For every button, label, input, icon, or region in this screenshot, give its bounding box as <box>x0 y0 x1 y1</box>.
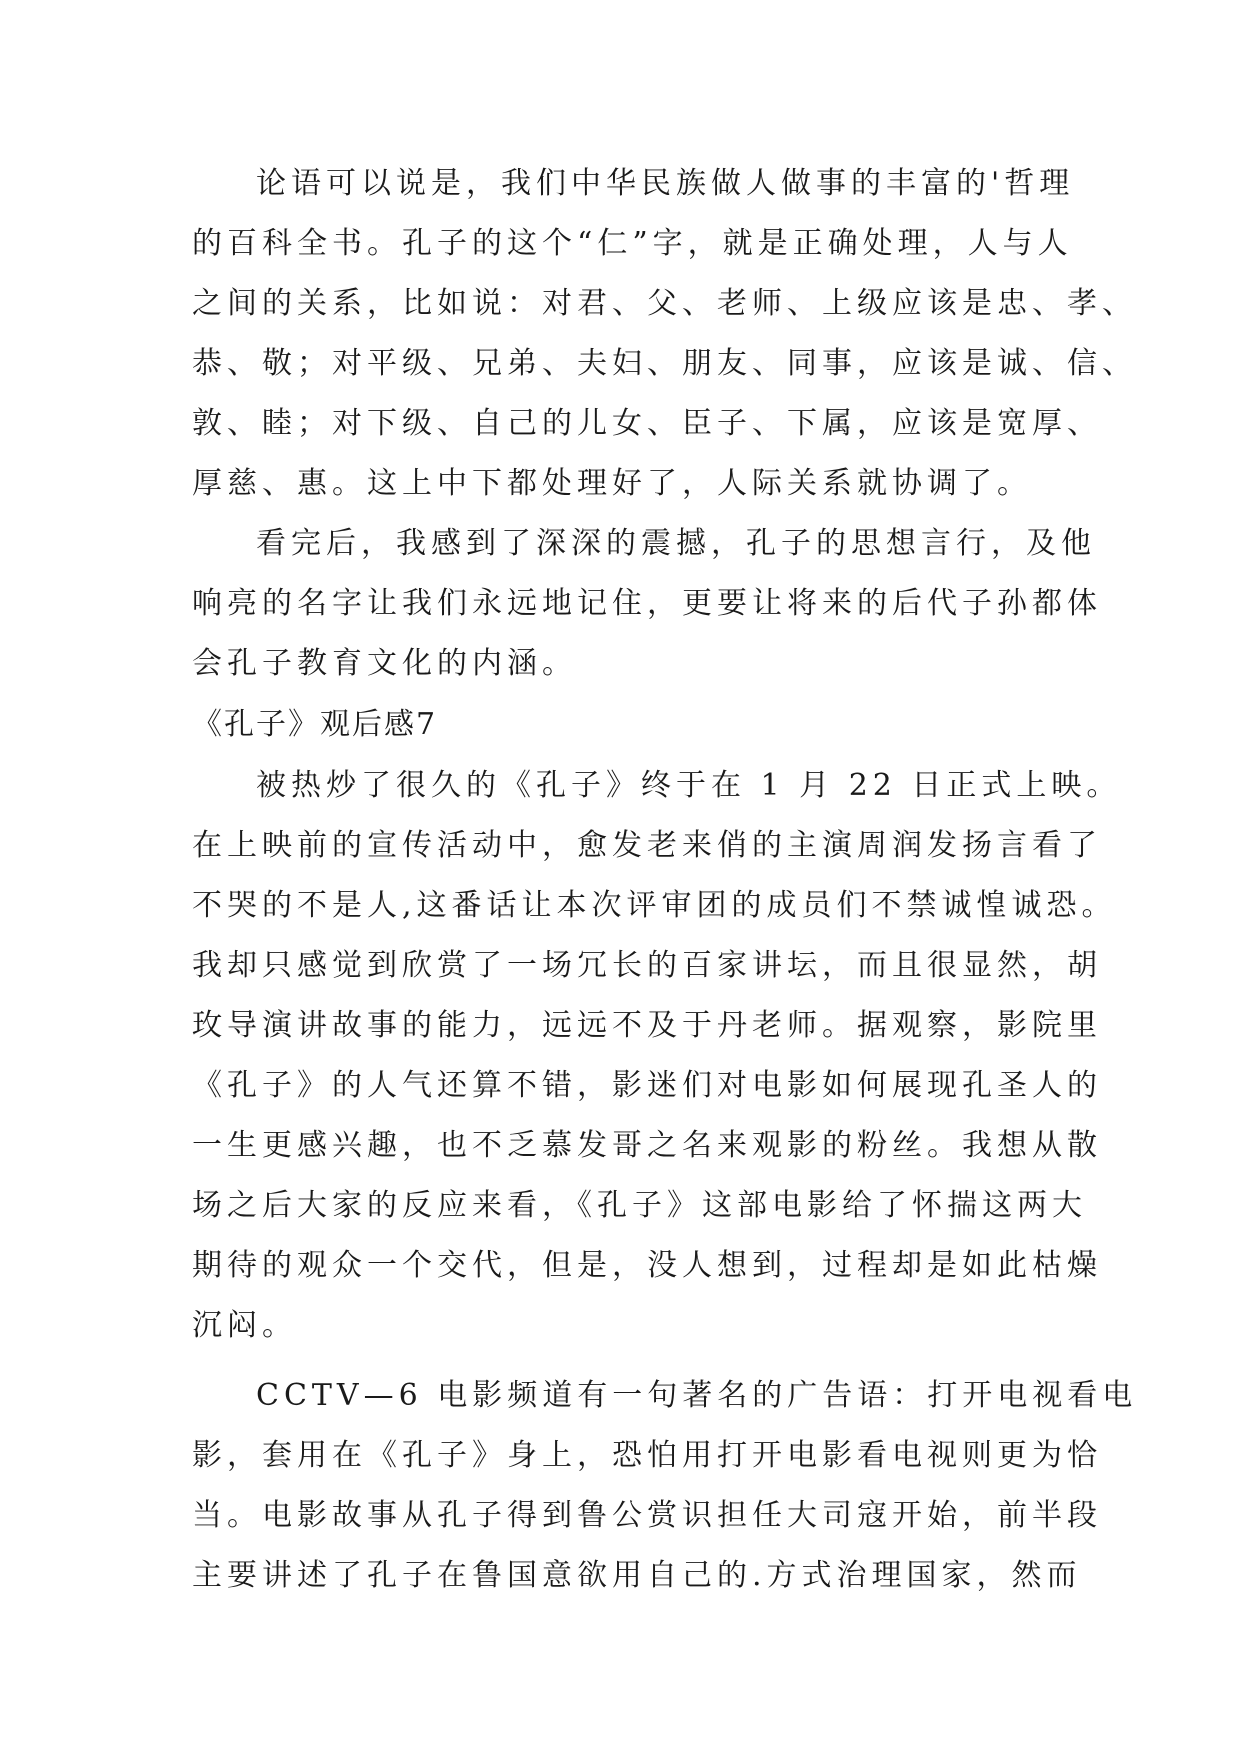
text-line: 玫导演讲故事的能力，远远不及于丹老师。据观察，影院里 <box>192 1008 1102 1043</box>
text-line: 恭、敬；对平级、兄弟、夫妇、朋友、同事，应该是诚、信、 <box>192 346 1137 381</box>
text-line: 响亮的名字让我们永远地记住，更要让将来的后代子孙都体 <box>192 586 1102 621</box>
text-line: 当。电影故事从孔子得到鲁公赏识担任大司寇开始，前半段 <box>192 1498 1102 1533</box>
paragraph-gap <box>192 1356 1052 1366</box>
text-line: 厚慈、惠。这上中下都处理好了，人际关系就协调了。 <box>192 466 1032 501</box>
document-body <box>192 154 1138 1606</box>
text-line: 沉闷。 <box>192 1308 297 1343</box>
paragraph-3 <box>192 756 1122 1356</box>
text-line: 一生更感兴趣，也不乏慕发哥之名来观影的粉丝。我想从散 <box>192 1128 1102 1163</box>
text-line: 之间的关系，比如说：对君、父、老师、上级应该是忠、孝、 <box>192 286 1137 321</box>
text-line: 的百科全书。孔子的这个“仁”字，就是正确处理，人与人 <box>192 226 1073 261</box>
text-line: 不哭的不是人,这番话让本次评审团的成员们不禁诚惶诚恐。 <box>192 888 1117 923</box>
paragraph-4 <box>192 1366 1138 1606</box>
text-line: 《孔子》的人气还算不错，影迷们对电影如何展现孔圣人的 <box>192 1068 1102 1103</box>
text-line: 我却只感觉到欣赏了一场冗长的百家讲坛，而且很显然，胡 <box>192 948 1102 983</box>
section-heading: 《孔子》观后感7 <box>192 707 438 742</box>
text-line: 期待的观众一个交代，但是，没人想到，过程却是如此枯燥 <box>192 1248 1102 1283</box>
text-line: 主要讲述了孔子在鲁国意欲用自己的.方式治理国家，然而 <box>192 1558 1082 1593</box>
text-line: 影，套用在《孔子》身上，恐怕用打开电影看电视则更为恰 <box>192 1438 1102 1473</box>
text-line: 敦、睦；对下级、自己的儿女、臣子、下属，应该是宽厚、 <box>192 406 1102 441</box>
text-line: 看完后，我感到了深深的震撼，孔子的思想言行，及他 <box>256 526 1096 561</box>
text-line: 在上映前的宣传活动中，愈发老来俏的主演周润发扬言看了 <box>192 828 1102 863</box>
text-line: 场之后大家的反应来看，《孔子》这部电影给了怀揣这两大 <box>192 1188 1087 1223</box>
text-line: 被热炒了很久的《孔子》终于在 1 月 22 日正式上映。 <box>256 768 1122 803</box>
paragraph-2 <box>192 514 1102 694</box>
text-line: 会孔子教育文化的内涵。 <box>192 646 577 681</box>
paragraph-1 <box>192 154 1137 514</box>
text-line: 论语可以说是，我们中华民族做人做事的丰富的'哲理 <box>256 166 1075 201</box>
text-line: CCTV—6 电影频道有一句著名的广告语：打开电视看电 <box>256 1378 1138 1413</box>
